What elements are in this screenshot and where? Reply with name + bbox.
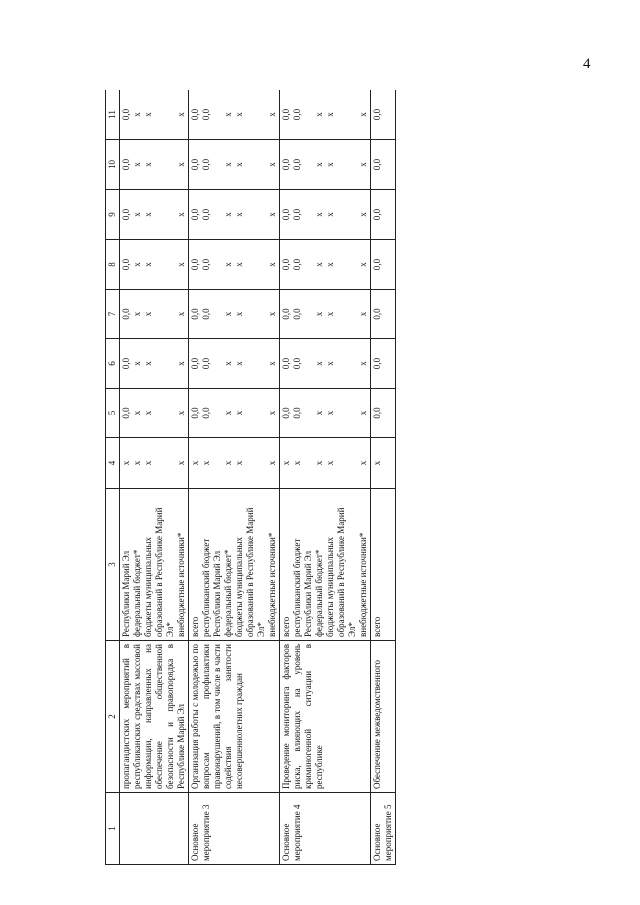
funding-value: х xyxy=(176,262,186,267)
funding-value: х xyxy=(143,460,153,466)
activity-name-cell xyxy=(120,793,189,865)
value-cell xyxy=(120,240,189,290)
funding-source-label: республиканский бюджет Республики Марий Эл xyxy=(201,538,222,637)
value-cell xyxy=(280,438,371,489)
funding-value: х xyxy=(314,460,324,466)
funding-value: 0,0 xyxy=(121,108,131,121)
funding-value: х xyxy=(132,410,142,416)
funding-value: х xyxy=(325,460,335,466)
funding-value: х xyxy=(358,361,368,366)
funding-value: 0,0 xyxy=(201,158,211,171)
funding-value: 0,0 xyxy=(281,407,291,419)
funding-value: 0,0 xyxy=(372,407,382,419)
funding-value: 0,0 xyxy=(292,108,302,121)
funding-value: х xyxy=(358,162,368,167)
funding-value: х xyxy=(372,460,382,466)
value-cell xyxy=(120,339,189,389)
funding-source-label: Республики Марий Эл xyxy=(121,550,131,637)
funding-value: 0,0 xyxy=(121,357,131,370)
table-row xyxy=(120,90,189,865)
funding-value: 0,0 xyxy=(190,108,200,121)
funding-value: х xyxy=(223,311,233,317)
funding-value: х xyxy=(234,361,244,366)
value-cell xyxy=(189,339,280,389)
funding-source-label: бюджеты муниципальных образований в Республике Марий Эл* xyxy=(234,507,266,637)
value-cell xyxy=(371,339,396,389)
value-cell xyxy=(371,389,396,438)
funding-value: 0,0 xyxy=(292,357,302,370)
funding-value: х xyxy=(314,162,324,167)
funding-value: х xyxy=(325,112,335,117)
funding-value: х xyxy=(176,311,186,317)
funding-value: х xyxy=(223,262,233,267)
funding-source-label: бюджеты муниципальных образований в Республике Марий Эл* xyxy=(143,507,175,637)
value-cell xyxy=(189,190,280,240)
funding-value: 0,0 xyxy=(201,108,211,121)
funding-value: 0,0 xyxy=(121,158,131,171)
table-body xyxy=(120,90,396,865)
table-row xyxy=(189,90,280,865)
col-header: 9 xyxy=(106,190,120,240)
value-cell xyxy=(280,240,371,290)
funding-value: х xyxy=(325,212,335,217)
funding-value: 0,0 xyxy=(201,407,211,419)
col-header: 5 xyxy=(106,389,120,438)
value-cell xyxy=(189,140,280,190)
funding-source-label: бюджеты муниципальных образований в Республике Марий Эл* xyxy=(325,507,357,637)
funding-value: 0,0 xyxy=(201,308,211,320)
funding-value: х xyxy=(176,460,186,466)
funding-value: 0,0 xyxy=(190,357,200,370)
funding-value: х xyxy=(314,262,324,267)
funding-value: 0,0 xyxy=(190,208,200,221)
value-cell xyxy=(189,90,280,140)
funding-value: х xyxy=(358,311,368,317)
activity-name-cell: Основное мероприятие 3 xyxy=(189,793,280,865)
activity-name-cell: Основное мероприятие 5 xyxy=(371,793,396,865)
funding-value: х xyxy=(143,361,153,366)
funding-value: 0,0 xyxy=(281,357,291,370)
funding-value: х xyxy=(358,262,368,267)
funding-value: х xyxy=(267,162,277,167)
activity-description-cell: Проведение мониторинга факторов риска, влияющих на уровень криминогенной ситуации в республике xyxy=(280,641,371,793)
funding-table xyxy=(105,90,396,865)
funding-value: х xyxy=(325,361,335,366)
funding-value: х xyxy=(325,410,335,416)
funding-source-label: внебюджетные источники* xyxy=(267,532,277,637)
value-cell xyxy=(371,190,396,240)
value-cell xyxy=(280,140,371,190)
value-cell xyxy=(371,90,396,140)
funding-source-label: федеральный бюджет* xyxy=(314,549,324,637)
funding-value: х xyxy=(281,460,291,466)
funding-value: х xyxy=(358,212,368,217)
funding-value: х xyxy=(314,311,324,317)
funding-source-label: всего xyxy=(281,616,291,637)
funding-sources-cell xyxy=(280,489,371,641)
funding-source-label: всего xyxy=(372,616,382,637)
funding-value: х xyxy=(143,410,153,416)
value-cell xyxy=(280,389,371,438)
funding-value: х xyxy=(325,311,335,317)
value-cell xyxy=(371,240,396,290)
funding-source-label: федеральный бюджет* xyxy=(132,549,142,637)
funding-value: х xyxy=(223,410,233,416)
funding-value: х xyxy=(132,212,142,217)
value-cell xyxy=(280,339,371,389)
funding-value: 0,0 xyxy=(292,407,302,419)
value-cell xyxy=(120,140,189,190)
funding-value: х xyxy=(143,112,153,117)
funding-source-label: федеральный бюджет* xyxy=(223,549,233,637)
funding-value: 0,0 xyxy=(281,208,291,221)
funding-value: х xyxy=(121,460,131,466)
value-cell xyxy=(280,290,371,339)
funding-value: х xyxy=(234,410,244,416)
funding-value: 0,0 xyxy=(190,158,200,171)
funding-value: 0,0 xyxy=(201,208,211,221)
funding-value: х xyxy=(223,460,233,466)
funding-value: х xyxy=(325,162,335,167)
funding-value: 0,0 xyxy=(372,108,382,121)
value-cell xyxy=(371,290,396,339)
funding-value: 0,0 xyxy=(372,308,382,320)
funding-value: х xyxy=(267,311,277,317)
value-cell xyxy=(371,140,396,190)
value-cell xyxy=(189,240,280,290)
table-header-row xyxy=(106,90,120,865)
funding-value: 0,0 xyxy=(292,258,302,271)
value-cell xyxy=(189,290,280,339)
col-header: 6 xyxy=(106,339,120,389)
funding-value: х xyxy=(132,460,142,466)
funding-value: х xyxy=(358,460,368,466)
funding-value: х xyxy=(267,410,277,416)
funding-value: х xyxy=(143,212,153,217)
value-cell xyxy=(280,90,371,140)
funding-value: х xyxy=(314,212,324,217)
funding-value: 0,0 xyxy=(281,258,291,271)
funding-source-label: внебюджетные источники* xyxy=(176,532,186,637)
funding-value: х xyxy=(223,212,233,217)
funding-value: х xyxy=(143,262,153,267)
funding-value: 0,0 xyxy=(281,158,291,171)
funding-value: х xyxy=(267,112,277,117)
funding-source-label: республиканский бюджет Республики Марий Эл xyxy=(292,538,313,637)
funding-value: 0,0 xyxy=(292,208,302,221)
activity-description-cell: Обеспечение межведомственного xyxy=(371,641,396,793)
funding-value: х xyxy=(132,162,142,167)
funding-value: х xyxy=(234,262,244,267)
funding-value: 0,0 xyxy=(121,208,131,221)
funding-value: х xyxy=(292,460,302,466)
funding-value: 0,0 xyxy=(292,158,302,171)
funding-value: х xyxy=(176,212,186,217)
funding-value: х xyxy=(223,361,233,366)
funding-value: х xyxy=(234,112,244,117)
table-row xyxy=(371,90,396,865)
funding-value: х xyxy=(176,162,186,167)
funding-value: х xyxy=(358,410,368,416)
funding-value: х xyxy=(358,112,368,117)
value-cell xyxy=(120,290,189,339)
value-cell xyxy=(280,190,371,240)
funding-value: х xyxy=(223,112,233,117)
rotated-table-frame xyxy=(105,90,535,865)
funding-value: х xyxy=(223,162,233,167)
activity-description-cell: пропагандистских мероприятий в республиканских средствах массовой информации, направленных на обеспечение общественной безопасности и правопорядка в Республике Марий Эл xyxy=(120,641,189,793)
rotated-table-area xyxy=(105,90,535,865)
value-cell xyxy=(120,190,189,240)
funding-value: х xyxy=(176,361,186,366)
funding-value: 0,0 xyxy=(190,258,200,271)
funding-value: х xyxy=(143,311,153,317)
funding-value: х xyxy=(132,361,142,366)
funding-value: 0,0 xyxy=(281,108,291,121)
table-row xyxy=(280,90,371,865)
funding-value: х xyxy=(234,212,244,217)
funding-value: 0,0 xyxy=(190,308,200,320)
col-header: 1 xyxy=(106,793,120,865)
funding-value: 0,0 xyxy=(201,258,211,271)
funding-value: х xyxy=(267,361,277,366)
funding-value: х xyxy=(201,460,211,466)
funding-value: х xyxy=(314,361,324,366)
funding-value: х xyxy=(234,311,244,317)
value-cell xyxy=(120,438,189,489)
col-header: 10 xyxy=(106,140,120,190)
funding-value: х xyxy=(267,262,277,267)
funding-value: 0,0 xyxy=(372,158,382,171)
funding-value: х xyxy=(267,460,277,466)
value-cell xyxy=(120,90,189,140)
funding-value: х xyxy=(143,162,153,167)
col-header: 8 xyxy=(106,240,120,290)
funding-source-label: всего xyxy=(190,616,200,637)
page-number: 4 xyxy=(583,56,591,72)
col-header: 4 xyxy=(106,438,120,489)
funding-source-label: внебюджетные источники* xyxy=(358,532,368,637)
funding-sources-cell xyxy=(189,489,280,641)
funding-value: 0,0 xyxy=(292,308,302,320)
funding-sources-cell xyxy=(371,489,396,641)
funding-value: х xyxy=(325,262,335,267)
funding-value: х xyxy=(234,460,244,466)
funding-value: х xyxy=(132,311,142,317)
funding-value: 0,0 xyxy=(121,308,131,320)
funding-value: 0,0 xyxy=(372,357,382,370)
funding-value: х xyxy=(132,262,142,267)
funding-sources-cell xyxy=(120,489,189,641)
funding-value: х xyxy=(267,212,277,217)
activity-description-cell: Организация работы с молодежью по вопросам профилактики правонарушений, в том числе в части содействия занятости несовершеннолетних граждан xyxy=(189,641,280,793)
funding-value: 0,0 xyxy=(372,258,382,271)
col-header: 2 xyxy=(106,641,120,793)
funding-value: 0,0 xyxy=(281,308,291,320)
funding-value: х xyxy=(234,162,244,167)
funding-value: 0,0 xyxy=(121,258,131,271)
col-header: 3 xyxy=(106,489,120,641)
funding-value: х xyxy=(314,410,324,416)
activity-name-cell: Основное мероприятие 4 xyxy=(280,793,371,865)
value-cell xyxy=(189,438,280,489)
value-cell xyxy=(371,438,396,489)
value-cell xyxy=(120,389,189,438)
funding-value: 0,0 xyxy=(121,407,131,419)
value-cell xyxy=(189,389,280,438)
col-header: 7 xyxy=(106,290,120,339)
funding-value: х xyxy=(176,112,186,117)
col-header: 11 xyxy=(106,90,120,140)
funding-value: х xyxy=(176,410,186,416)
funding-value: 0,0 xyxy=(201,357,211,370)
funding-value: 0,0 xyxy=(190,407,200,419)
funding-value: х xyxy=(314,112,324,117)
funding-value: х xyxy=(132,112,142,117)
funding-value: х xyxy=(190,460,200,466)
funding-value: 0,0 xyxy=(372,208,382,221)
